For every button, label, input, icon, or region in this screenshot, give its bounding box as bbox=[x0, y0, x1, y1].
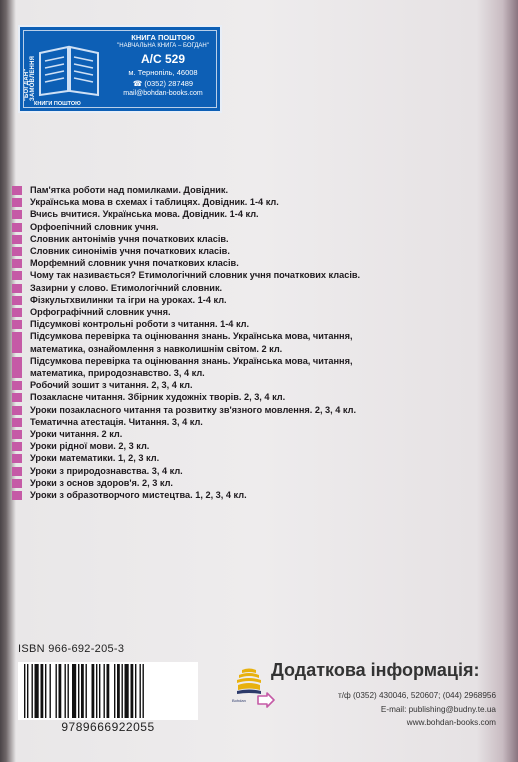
barcode-bar bbox=[104, 664, 105, 718]
book-title: Уроки читання. 2 кл. bbox=[30, 429, 123, 440]
book-title: Підсумкова перевірка та оцінювання знань. Українська мова, читання, математика, ознайомлення з навколишнім світом. 2 кл. bbox=[30, 331, 353, 354]
stamp-publisher: "НАВЧАЛЬНА КНИГА – БОГДАН" bbox=[117, 43, 209, 49]
stamp-email: mail@bohdan-books.com bbox=[123, 90, 203, 97]
barcode-bar bbox=[86, 664, 87, 718]
book-list-item bbox=[30, 233, 492, 245]
contacts-block bbox=[338, 689, 496, 730]
book-list-item bbox=[30, 257, 492, 269]
barcode-bar bbox=[125, 664, 129, 718]
book-title: Фізкультхвилинки та ігри на уроках. 1-4 кл. bbox=[30, 294, 227, 305]
barcode-number: 9789666922055 bbox=[61, 720, 155, 734]
barcode-bar bbox=[24, 664, 25, 718]
book-title: Уроки з основ здоров'я. 2, 3 кл. bbox=[30, 477, 173, 488]
barcode-bar bbox=[107, 664, 110, 718]
barcode-bar bbox=[72, 664, 76, 718]
barcode-bar bbox=[81, 664, 84, 718]
bullet-marker bbox=[12, 186, 22, 195]
book-title: Пам'ятка роботи над помилками. Довідник. bbox=[30, 185, 229, 195]
book-title: Підсумкові контрольні роботи з читання. 1-4 кл. bbox=[30, 319, 250, 330]
book-list-item bbox=[30, 416, 492, 428]
pointer-arrow-icon bbox=[256, 692, 276, 708]
bullet-marker bbox=[12, 442, 22, 451]
book-title: Тематична атестація. Читання. 3, 4 кл. bbox=[30, 416, 203, 427]
book-list-item bbox=[30, 391, 492, 403]
book-title: Українська мова в схемах і таблицях. Довідник. 1-4 кл. bbox=[30, 197, 279, 208]
bullet-marker bbox=[12, 393, 22, 402]
book-list-item bbox=[30, 440, 492, 452]
bullet-marker bbox=[12, 491, 22, 500]
bullet-marker bbox=[12, 296, 22, 305]
book-list-item bbox=[30, 489, 492, 501]
bullet-marker bbox=[12, 235, 22, 244]
book-title: Уроки позакласного читання та розвитку зв'язного мовлення. 2, 3, 4 кл. bbox=[30, 404, 357, 415]
book-list-item bbox=[30, 379, 492, 391]
book-list-item bbox=[30, 465, 492, 477]
bullet-marker bbox=[12, 320, 22, 329]
bullet-marker bbox=[12, 198, 22, 207]
barcode-bar bbox=[50, 664, 51, 718]
stamp-po-box: А/С 529 bbox=[140, 52, 186, 66]
book-title: Уроки з природознавства. 3, 4 кл. bbox=[30, 465, 183, 476]
bullet-marker bbox=[12, 406, 22, 415]
stamp-title: КНИГА ПОШТОЮ bbox=[131, 33, 195, 42]
barcode-bar bbox=[99, 664, 100, 718]
bullet-marker bbox=[12, 467, 22, 476]
book-title: Позакласне читання. Збірник художніх творів. 2, 3, 4 кл. bbox=[30, 392, 286, 403]
barcode-bar bbox=[68, 664, 69, 718]
barcode-bar bbox=[143, 664, 144, 718]
book-list-item bbox=[30, 306, 492, 318]
book-title: Зазирни у слово. Етимологічний словник. bbox=[30, 282, 223, 293]
stamp-side-text: "БОГДАН" ЗАМОВЛЕННЯ bbox=[24, 55, 36, 101]
book-title: Уроки рідної мови. 2, 3 кл. bbox=[30, 441, 150, 452]
bullet-marker bbox=[12, 454, 22, 463]
book-list-item bbox=[30, 221, 492, 233]
book-title: Орфоепічний словник учня. bbox=[30, 221, 159, 232]
book-title: Вчись вчитися. Українська мова. Довідник. 1-4 кл. bbox=[30, 209, 259, 220]
book-title: Орфографічний словник учня. bbox=[30, 307, 171, 318]
bullet-marker bbox=[12, 259, 22, 268]
book-list-item bbox=[30, 196, 492, 208]
book-title: Словник антонімів учня початкових класів. bbox=[30, 233, 229, 244]
barcode-bar bbox=[27, 664, 28, 718]
book-title: Підсумкова перевірка та оцінювання знань. Українська мова, читання, математика, природознавство. 3, 4 кл. bbox=[30, 355, 353, 379]
bullet-marker bbox=[12, 271, 22, 280]
bullet-marker bbox=[12, 381, 22, 390]
contact-website: www.bohdan-books.com bbox=[406, 718, 496, 727]
book-title: Морфемний словник учня початкових класів. bbox=[30, 258, 239, 269]
book-title: Уроки математики. 1, 2, 3 кл. bbox=[30, 453, 160, 464]
bullet-marker bbox=[12, 247, 22, 256]
bullet-marker bbox=[12, 210, 22, 219]
barcode-bar bbox=[96, 664, 97, 718]
barcode-bar bbox=[56, 664, 57, 718]
publisher-logo-caption: Bohdan bbox=[232, 698, 246, 703]
open-book-icon bbox=[36, 41, 102, 97]
barcode-bar bbox=[41, 664, 44, 718]
book-list-item bbox=[30, 428, 492, 440]
book-list-item bbox=[30, 355, 492, 379]
barcode-bar bbox=[32, 664, 33, 718]
book-list-item bbox=[30, 404, 492, 416]
book-list-item bbox=[30, 330, 492, 354]
isbn: ISBN 966-692-205-3 bbox=[18, 643, 125, 655]
contact-email: E-mail: publishing@budny.te.ua bbox=[380, 704, 496, 714]
book-title: Робочий зошит з читання. 2, 3, 4 кл. bbox=[30, 380, 193, 391]
bullet-marker bbox=[12, 479, 22, 488]
bullet-marker bbox=[12, 430, 22, 439]
book-list-item bbox=[30, 269, 492, 281]
barcode-bar bbox=[45, 664, 46, 718]
stamp-phone: ☎ (0352) 287489 bbox=[132, 79, 194, 88]
bullet-marker bbox=[12, 357, 22, 378]
book-title: Уроки з образотворчого мистецтва. 1, 2, 3, 4 кл. bbox=[30, 490, 247, 501]
book-list-item bbox=[30, 208, 492, 220]
bullet-marker bbox=[12, 284, 22, 293]
book-list bbox=[30, 184, 492, 501]
barcode bbox=[18, 662, 198, 720]
book-title: Словник синонімів учня початкових класів. bbox=[30, 246, 230, 257]
bullet-marker bbox=[12, 332, 22, 353]
stamp-city: м. Тернопіль, 46008 bbox=[128, 68, 198, 77]
book-list-item bbox=[30, 282, 492, 294]
bullet-marker bbox=[12, 308, 22, 317]
bullet-marker bbox=[12, 223, 22, 232]
barcode-bar bbox=[92, 664, 95, 718]
book-list-item bbox=[30, 184, 492, 196]
book-list-item bbox=[30, 452, 492, 464]
book-list-item bbox=[30, 477, 492, 489]
barcode-bar bbox=[65, 664, 66, 718]
book-list-item bbox=[30, 294, 492, 306]
mail-order-stamp bbox=[18, 25, 222, 113]
stamp-bottom-text: КНИГИ ПОШТОЮ bbox=[34, 101, 81, 107]
additional-info-title: Додаткова інформація: bbox=[271, 660, 480, 680]
barcode-bar bbox=[114, 664, 115, 718]
book-list-item bbox=[30, 318, 492, 330]
barcode-bar bbox=[59, 664, 62, 718]
bullet-marker bbox=[12, 418, 22, 427]
barcode-bar bbox=[131, 664, 134, 718]
book-title: Чому так називається? Етимологічний словник учня початкових класів. bbox=[30, 270, 361, 281]
barcode-bar bbox=[117, 664, 120, 718]
barcode-bar bbox=[78, 664, 79, 718]
barcode-bars bbox=[18, 662, 198, 720]
barcode-bar bbox=[122, 664, 123, 718]
barcode-bar bbox=[135, 664, 136, 718]
book-list-item bbox=[30, 245, 492, 257]
barcode-bar bbox=[140, 664, 141, 718]
contact-phone: т/ф (0352) 430046, 520607; (044) 2968956 bbox=[338, 691, 496, 700]
barcode-bar bbox=[35, 664, 39, 718]
